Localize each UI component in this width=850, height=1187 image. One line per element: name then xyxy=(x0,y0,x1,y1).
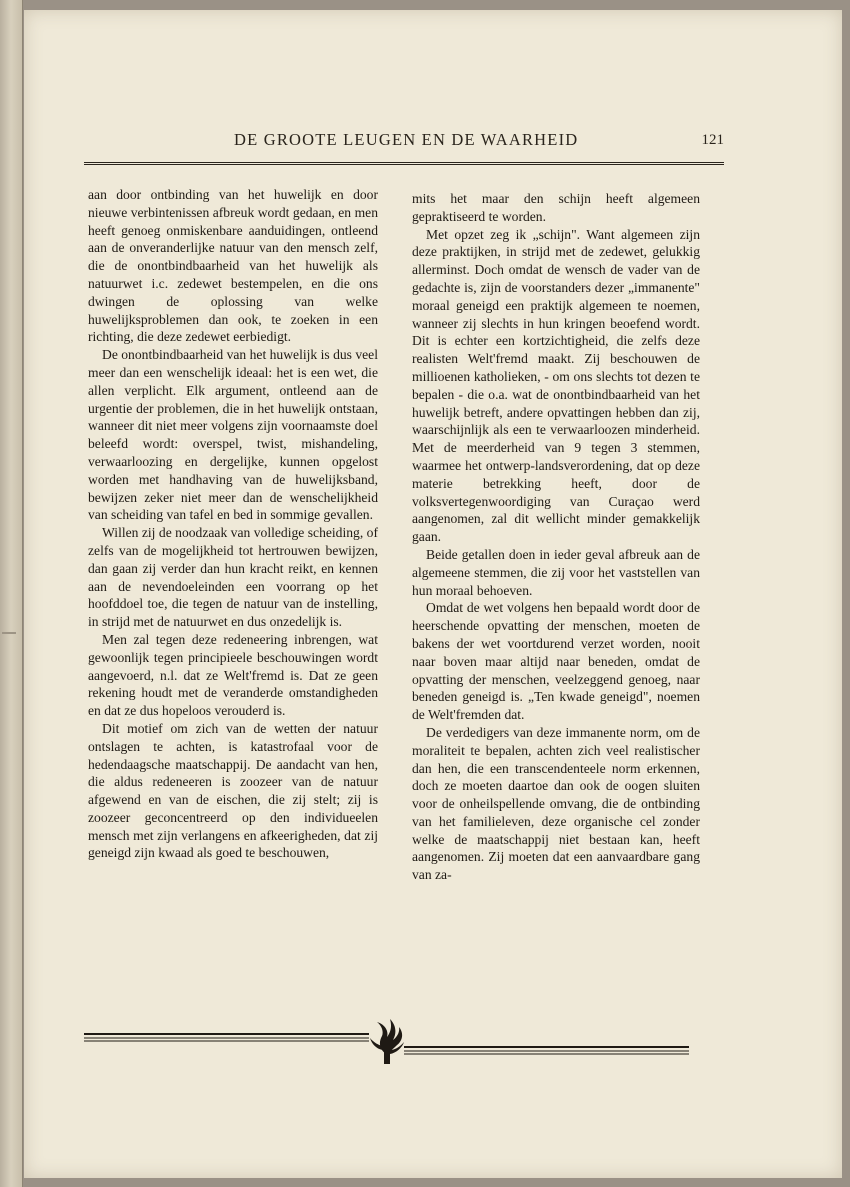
book-page xyxy=(24,10,842,1178)
paragraph: De onontbindbaarheid van het huwelijk is dus veel meer dan een wenschelijk ideaal: het is een wet, die allen verplicht. Elk argument, ontleend aan de urgentie der problemen, die in het huwelijk ontstaan, wanneer dit niet meer volgens zijn voornaamste doel beleefd wordt: overspel, twist, mishandeling, verwaarloozing en dergelijke, kunnen opgelost worden met handhaving van de huwelijksband, bewijzen zeker niet meer dan de wenschelijkheid van scheiding van tafel en bed in sommige gevallen. xyxy=(88,347,378,523)
book-binding-edge xyxy=(0,0,23,1187)
right-text-column xyxy=(412,190,700,884)
paragraph: Men zal tegen deze redeneering inbrengen, wat gewoonlijk tegen principieele beschouwingen wordt aangevoerd, n.l. dat ze Welt'fremd is. Dat ze geen rekening houdt met de veranderde omstandigheden en dat ze dus hopeloos verouderd is. xyxy=(88,631,378,719)
paragraph: Met opzet zeg ik „schijn". Want algemeen zijn deze praktijken, in strijd met de zedewet, gelukkig allerminst. Doch omdat de wensch de vader van de gedachte is, zijn de voorstanders dezer „immanente" moraal geneigd een praktijk algemeen te noemen, wanneer zij slechts in hun kringen beoefend wordt. Dit is echter een kortzichtigheid, die zelfs deze realisten Welt'fremd maakt. Zij beschouwen de millioenen katholieken, - om ons slechts tot dezen te bepalen - die o.a. wat de onontbindbaarheid van het huwelijk betreft, andere opvattingen hebben dan zij, waarschijnlijk als een te verwaarloozen minderheid. Met de meerderheid van 9 tegen 3 stemmen, waarmee het ontwerp-landsverordening, dat op deze materie betrekking heeft, door de volksvertegenwoordiging van Curaçao werd aangenomen, zal dit wellicht minder gemakkelijk gaan. xyxy=(412,226,700,545)
paragraph: aan door ontbinding van het huwelijk en door nieuwe verbintenissen afbreuk wordt gedaan, en men heeft genoeg onmiskenbare aanduidingen, ontleend aan de onveranderlijke natuur van den mensch zelf, die de onontbindbaarheid van het huwelijk als natuurwet i.c. zedewet bestempelen, en die ons dwingen de oplossing van welke huwelijksproblemen dan ook, te zoeken in een richting, die deze zedewet eerbiedigt. xyxy=(88,187,378,345)
paragraph: Dit motief om zich van de wetten der natuur ontslagen te achten, is katastrofaal voor de hedendaagsche maatschappij. De aandacht van hen, die aldus redeneeren is zoozeer van de natuur afgewend en van de eischen, die zij stelt; zij is zoozeer geconcentreerd op den individueelen mensch met zijn verlangens en afkeerigheden, dat zij geneigd zijn kwaad als goed te beschouwen, xyxy=(88,720,378,861)
running-head-title: DE GROOTE LEUGEN EN DE WAARHEID xyxy=(234,130,579,149)
paragraph: mits het maar den schijn heeft algemeen gepraktiseerd te worden. xyxy=(412,191,700,224)
left-text-column xyxy=(88,186,378,862)
margin-mark xyxy=(2,632,16,634)
page-number: 121 xyxy=(701,132,724,148)
flame-ornament-divider xyxy=(84,1010,689,1070)
paragraph: De verdedigers van deze immanente norm, om de moraliteit te bepalen, achten zich veel realistischer dan hen, die een transcendenteele norm erkennen, doch ze moeten daartoe dan ook de oogen sluiten voor de onheilspellende omvang, die de ontbinding van het familieleven, deze organische cel zonder welke de maatschappij niet bestaan kan, heeft aangenomen. Zij moeten dat een aanvaardbare gang van za- xyxy=(412,724,700,883)
paragraph: Omdat de wet volgens hen bepaald wordt door de heerschende opvatting der menschen, moeten de bakens der wet voortdurend verzet worden, nooit naar boven maar altijd naar beneden, omdat de opvatting der menschen, veelzeggend genoeg, naar beneden geneigd is. „Ten kwade geneigd", noemen de Welt'fremden dat. xyxy=(412,600,700,723)
running-head xyxy=(84,128,724,165)
paragraph: Beide getallen doen in ieder geval afbreuk aan de algemeene stemmen, die zij voor het vaststellen van hun moraal behoeven. xyxy=(412,546,700,598)
paragraph: Willen zij de noodzaak van volledige scheiding, of zelfs van de mogelijkheid tot hertrouwen bewijzen, dan gaan zij verder dan hun kracht reikt, en kennen aan de nevendoeleinden een voorrang op het hoofddoel toe, die tegen de natuur van de instelling, in strijd met de natuurwet en dus onzedelijk is. xyxy=(88,525,378,630)
